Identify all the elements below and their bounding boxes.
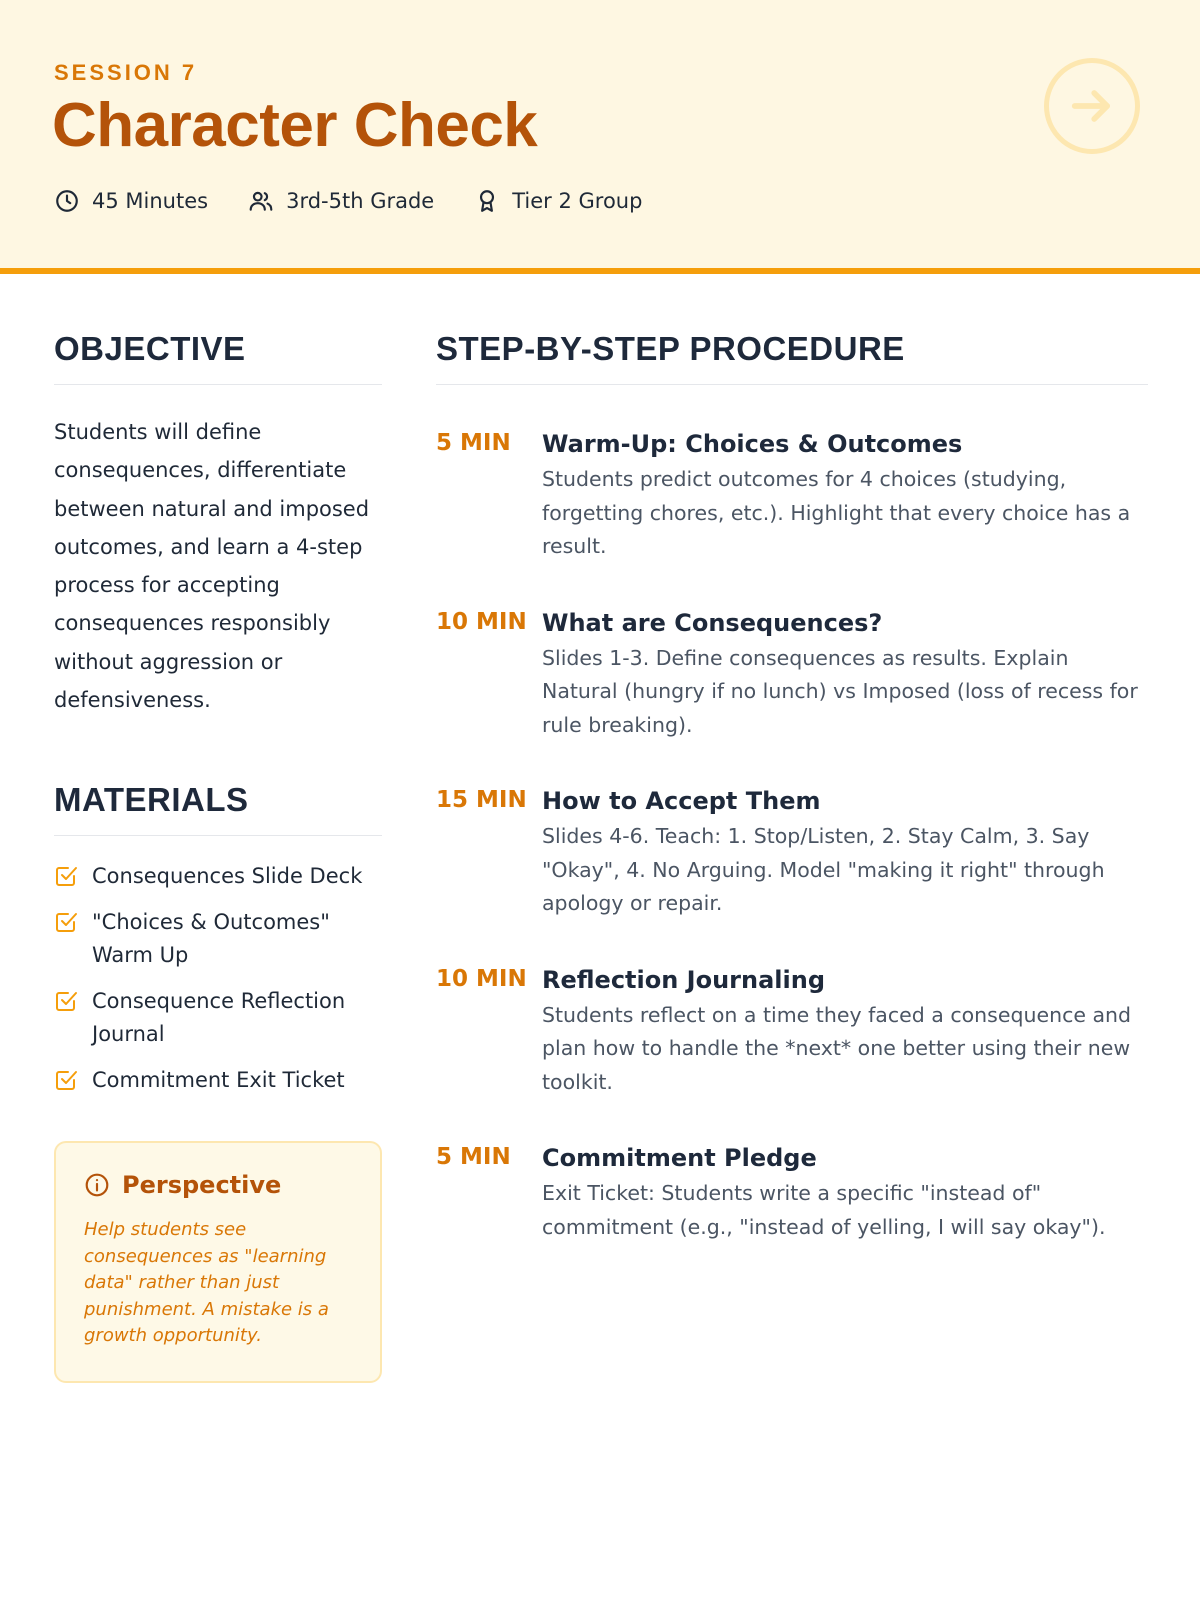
material-item <box>54 985 382 1051</box>
materials-heading: MATERIALS <box>54 781 382 836</box>
meta-tier-label: Tier 2 Group <box>512 189 643 213</box>
award-icon <box>474 188 500 214</box>
procedure-step <box>436 608 1148 743</box>
step-title: How to Accept Them <box>542 787 821 815</box>
next-session-button[interactable] <box>1044 58 1140 154</box>
checkbox-checked-icon <box>54 910 78 934</box>
step-title: Warm-Up: Choices & Outcomes <box>542 430 963 458</box>
perspective-title <box>84 1171 354 1199</box>
step-description: Students reflect on a time they faced a consequence and plan how to handle the *next* one better using their new toolkit. <box>542 1002 1132 1094</box>
step-body <box>542 429 1148 564</box>
material-item <box>54 860 382 893</box>
step-title: What are Consequences? <box>542 608 883 637</box>
perspective-title-label: Perspective <box>122 1171 282 1200</box>
step-time: 15 MIN <box>436 787 527 813</box>
arrow-right-icon <box>1066 80 1118 132</box>
session-label: SESSION 7 <box>54 60 198 85</box>
material-item <box>54 1064 382 1097</box>
page-title: Character Check <box>52 91 538 160</box>
step-body <box>542 608 1148 743</box>
procedure-heading: STEP-BY-STEP PROCEDURE <box>436 330 1148 385</box>
procedure-steps <box>436 429 1148 1244</box>
procedure-step <box>436 429 1148 564</box>
checkbox-checked-icon <box>54 864 78 888</box>
perspective-text: Help students see consequences as "learning data" rather than just punishment. A mistake is a growth opportunity. <box>84 1219 329 1347</box>
info-icon <box>84 1172 110 1198</box>
objective-heading: OBJECTIVE <box>54 330 382 385</box>
step-time: 5 MIN <box>436 1144 511 1170</box>
material-item-label: "Choices & Outcomes" Warm Up <box>92 910 330 968</box>
step-body <box>542 786 1148 921</box>
step-description: Slides 4-6. Teach: 1. Stop/Listen, 2. Stay Calm, 3. Say "Okay", 4. No Arguing. Model "making it right" through apology or repair. <box>542 824 1105 915</box>
checkbox-checked-icon <box>54 989 78 1013</box>
meta-tier <box>474 188 642 214</box>
step-body <box>542 965 1148 1100</box>
material-item-label: Consequence Reflection Journal <box>92 989 346 1047</box>
perspective-callout <box>54 1141 382 1383</box>
procedure-step <box>436 1143 1148 1244</box>
meta-grade <box>248 188 434 214</box>
clock-icon <box>54 188 80 214</box>
session-header <box>0 0 1200 274</box>
step-title: Commitment Pledge <box>542 1144 817 1172</box>
materials-list <box>54 860 382 1097</box>
procedure-step <box>436 786 1148 921</box>
step-time: 5 MIN <box>436 430 511 456</box>
users-icon <box>248 188 274 214</box>
procedure-step <box>436 965 1148 1100</box>
checkbox-checked-icon <box>54 1068 78 1092</box>
step-time: 10 MIN <box>436 608 527 635</box>
session-meta <box>54 188 682 214</box>
meta-duration <box>54 188 208 214</box>
step-time: 10 MIN <box>436 965 527 992</box>
step-description: Students predict outcomes for 4 choices (studying, forgetting chores, etc.). Highlight that every choice has a result. <box>542 467 1131 558</box>
meta-duration-label: 45 Minutes <box>92 189 209 213</box>
material-item <box>54 906 382 972</box>
step-body <box>542 1143 1148 1244</box>
material-item-label: Consequences Slide Deck <box>92 864 363 889</box>
material-item-label: Commitment Exit Ticket <box>92 1068 345 1093</box>
step-description: Slides 1-3. Define consequences as results. Explain Natural (hungry if no lunch) vs Imposed (loss of recess for rule breaking). <box>542 645 1138 737</box>
step-description: Exit Ticket: Students write a specific "instead of" commitment (e.g., "instead of yelling, I will say okay"). <box>542 1181 1106 1239</box>
objective-text: Students will define consequences, differentiate between natural and imposed outcomes, and learn a 4-step process for accepting consequences responsibly without aggression or defensiveness. <box>54 420 370 713</box>
step-title: Reflection Journaling <box>542 965 826 994</box>
meta-grade-label: 3rd-5th Grade <box>286 189 435 213</box>
right-column <box>436 330 1148 1288</box>
left-column <box>54 330 382 1383</box>
